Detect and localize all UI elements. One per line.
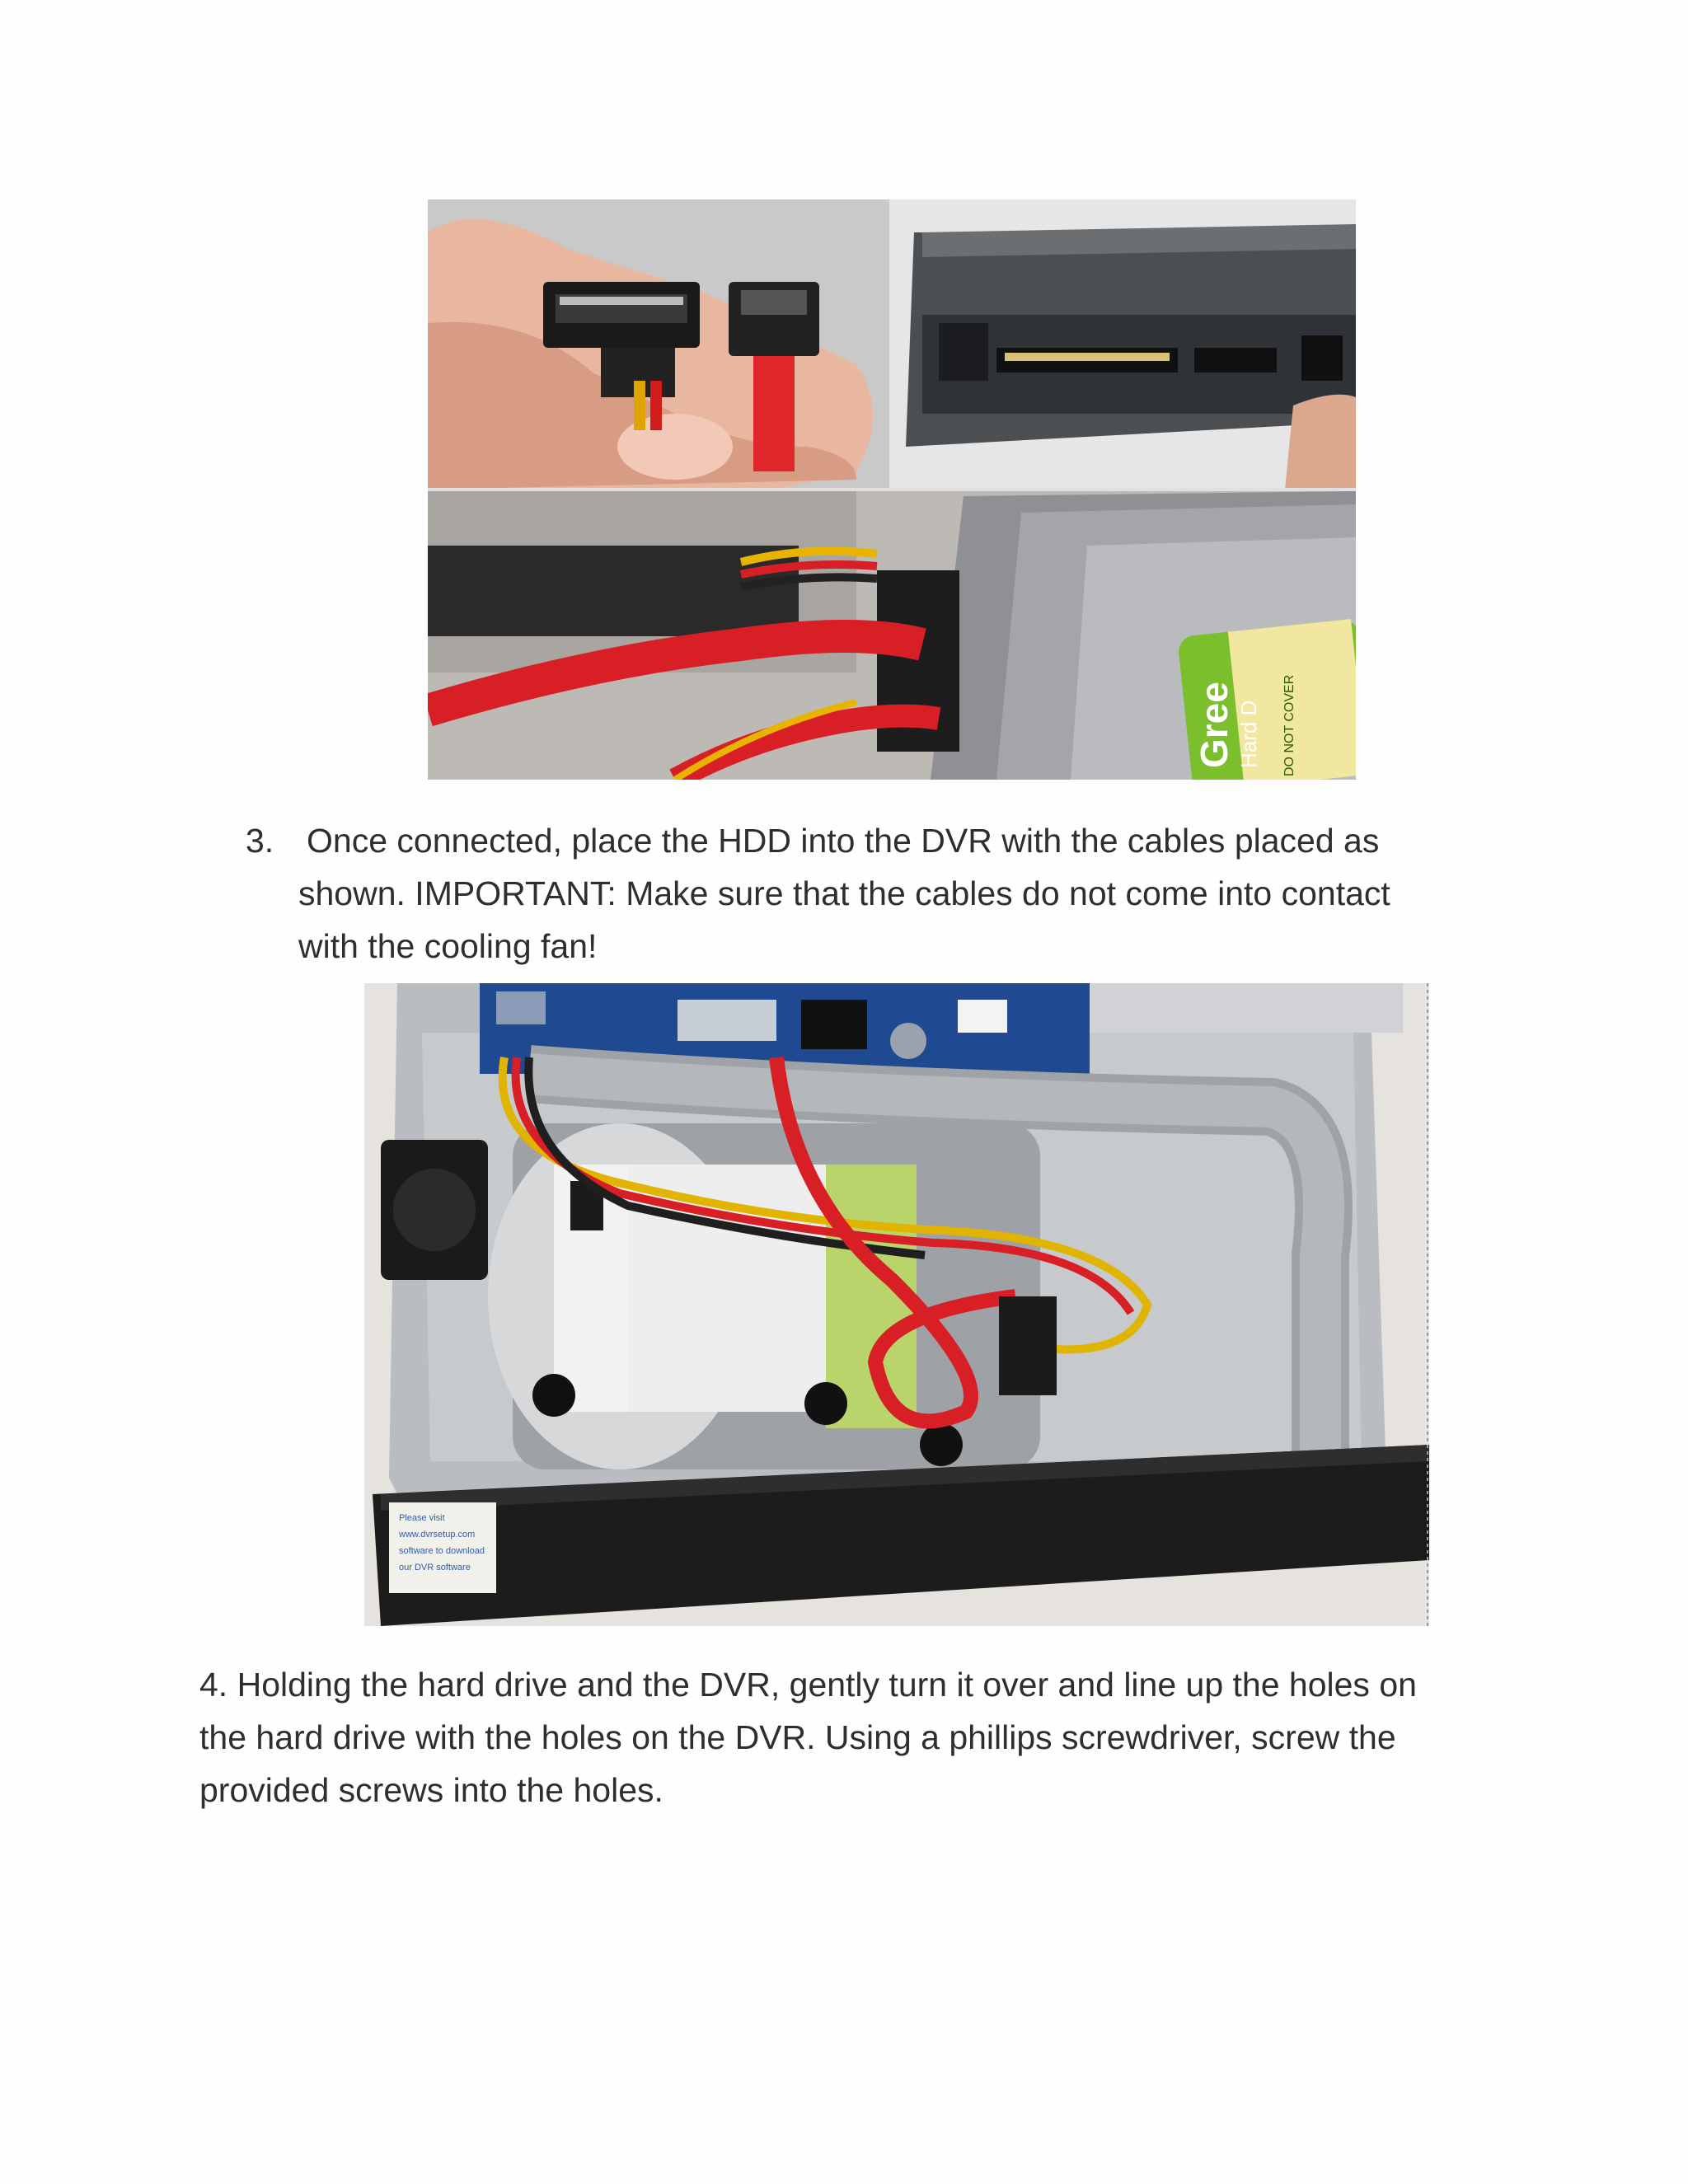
hdd-label-subtitle: Hard D [1236, 700, 1261, 768]
step-3-line-3: with the cooling fan! [298, 927, 598, 965]
dvr-interior-photo [364, 983, 1429, 1626]
hdd-label-warning: DO NOT COVER [1282, 674, 1296, 776]
step-3-line-2: shown. IMPORTANT: Make sure that the cables do not come into contact [298, 874, 1390, 912]
dvr-sticker-line-4: our DVR software [399, 1563, 471, 1572]
dvr-sticker-line-3: software to download [399, 1546, 485, 1556]
dvr-sticker-line-1: Please visit [399, 1513, 445, 1523]
step-4-line-2: the hard drive with the holes on the DVR. Using a phillips screwdriver, screw the [199, 1718, 1396, 1756]
step-4-line-3: provided screws into the holes. [199, 1771, 663, 1809]
hdd-label-brand: Gree [1193, 682, 1236, 768]
step-4-line-1: 4. Holding the hard drive and the DVR, gently turn it over and line up the holes on [199, 1666, 1417, 1704]
step-3-number: 3. [246, 822, 274, 860]
step-3-line-1: Once connected, place the HDD into the DVR with the cables placed as [307, 822, 1380, 860]
dvr-sticker-line-2: www.dvrsetup.com [399, 1530, 476, 1540]
sata-connector-photo [428, 199, 1356, 780]
